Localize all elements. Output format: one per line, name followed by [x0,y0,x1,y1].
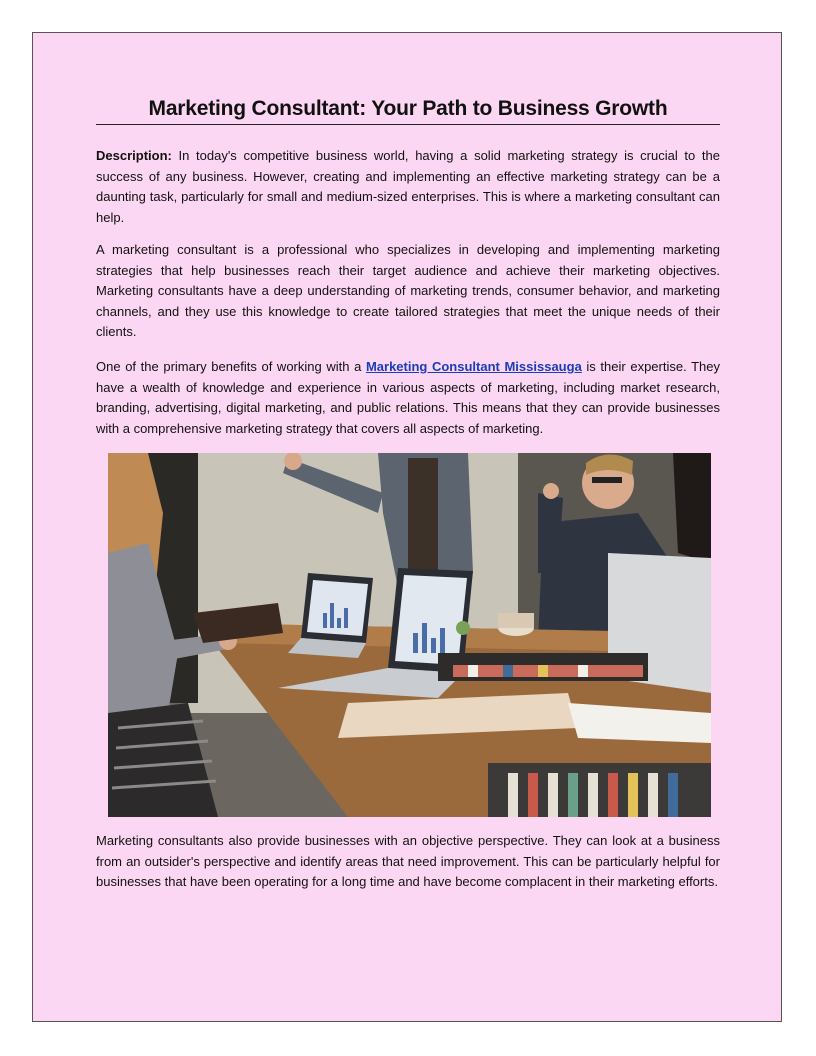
consultant-paragraph: A marketing consultant is a professional who specializes in developing and implementing marketing strategies that help businesses reach their target audience and achieve their marketing objectives. Marketing consultants have a deep understanding of marketing trends, consumer behavior, and marketing channels, and they use this knowledge to create tailored strategies that meet the unique needs of their clients. [96,242,720,340]
consultant-mississauga-link[interactable]: Marketing Consultant Mississauga [365,359,582,374]
benefits-text-before: One of the primary benefits of working with a [96,359,366,374]
document-page [32,32,782,1022]
objective-perspective-paragraph: Marketing consultants also provide businesses with an objective perspective. They can look at a business from an outsider's perspective and identify areas that need improvement. This can be particularly helpful for businesses that have been operating for a long time and have become complacent in their marketing efforts. [96,833,720,890]
benefits-text-after: is their expertise. They have a wealth of knowledge and experience in various aspects of marketing, including market research, branding, advertising, digital marketing, and public relations. This means that they can provide businesses with a comprehensive marketing strategy that covers all aspects of marketing. [96,359,720,436]
description-label: Description: [96,148,172,163]
benefits-paragraph [96,357,720,439]
description-text: In today's competitive business world, having a solid marketing strategy is crucial to the success of any business. However, creating and implementing an effective marketing strategy can be a daunting task, particularly for small and medium-sized enterprises. This is where a marketing consultant can help. [96,148,720,225]
office-meeting-photo [108,453,711,817]
page-title: Marketing Consultant: Your Path to Business Growth [96,97,720,125]
description-paragraph [96,146,720,228]
